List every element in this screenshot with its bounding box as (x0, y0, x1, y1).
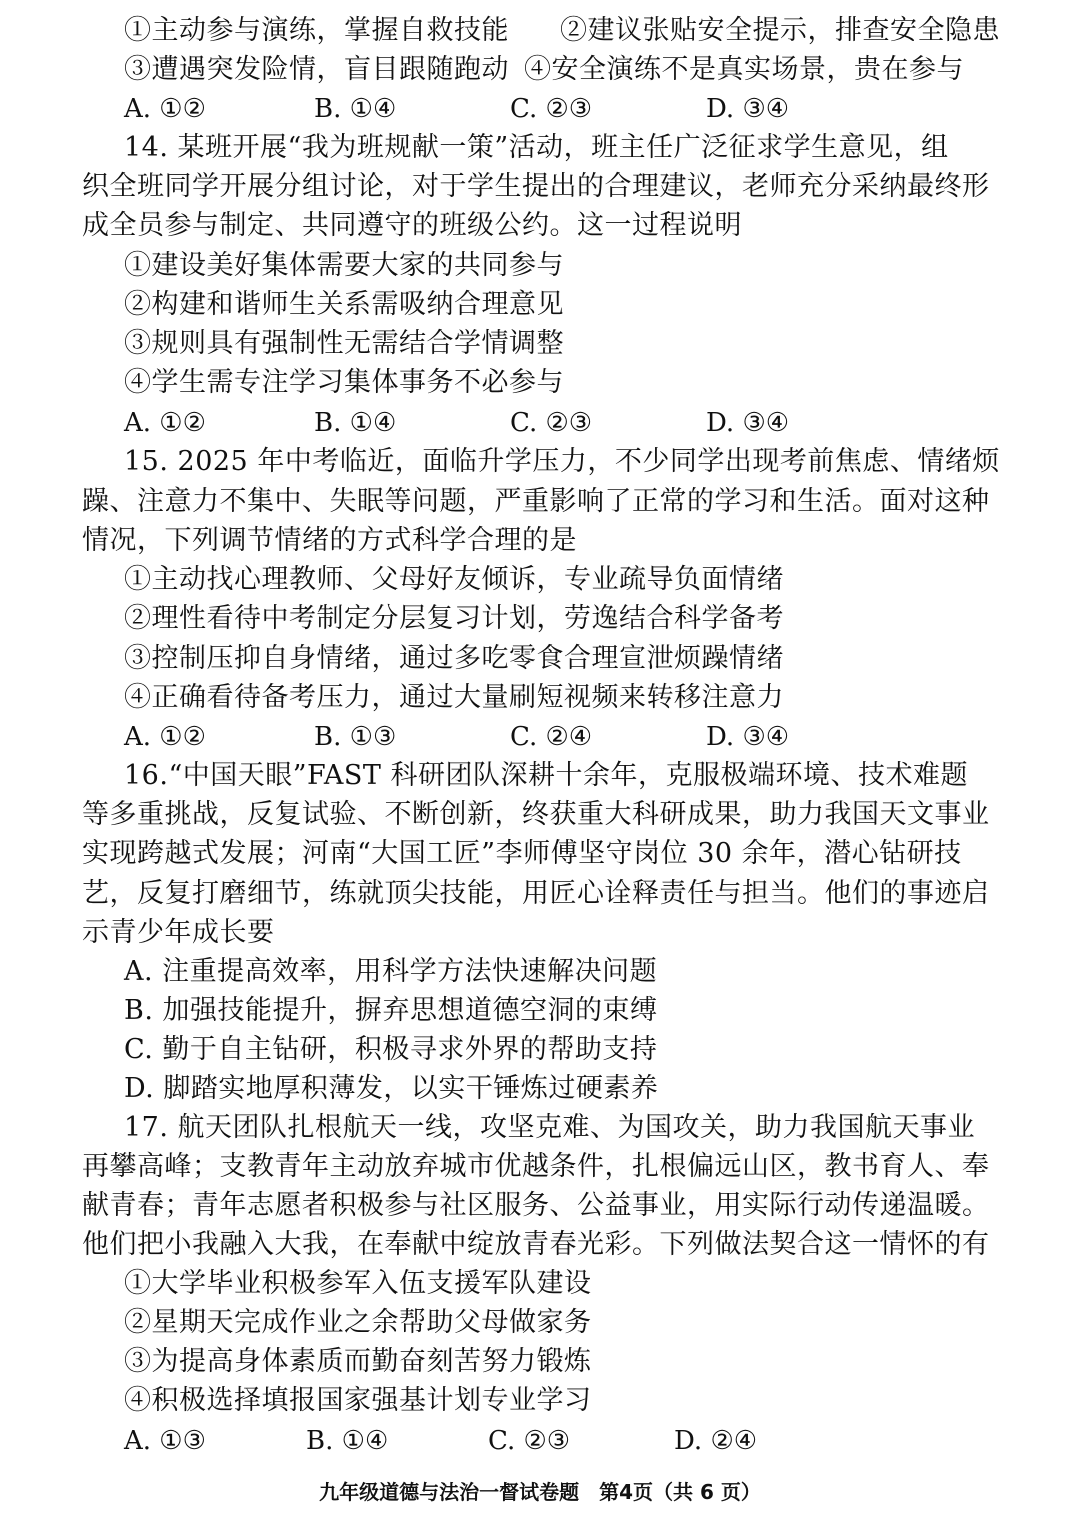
q14-stem-line-1: 14. 某班开展“我为班规献一策”活动，班主任广泛征求学生意见，组 (124, 132, 949, 163)
q15-option-b: B. ①③ (314, 722, 397, 752)
q15-statement-3: ③控制压抑自身情绪，通过多吃零食合理宣泄烦躁情绪 (124, 643, 784, 674)
q16-option-a: A. 注重提高效率，用科学方法快速解决问题 (124, 956, 658, 987)
q16-option-b: B. 加强技能提升，摒弃思想道德空洞的束缚 (124, 995, 658, 1026)
q15-option-a: A. ①② (124, 722, 206, 752)
q13-statement-3: ③遭遇突发险情，盲目跟随跑动 (124, 54, 509, 85)
q15-stem-line-2: 躁、注意力不集中、失眠等问题，严重影响了正常的学习和生活。面对这种 (82, 486, 990, 517)
q17-option-c: C. ②③ (488, 1426, 571, 1456)
q15-option-d: D. ③④ (706, 722, 790, 752)
q15-option-c: C. ②④ (510, 722, 593, 752)
q17-option-a: A. ①③ (124, 1426, 206, 1456)
q13-statement-4: ④安全演练不是真实场景，贵在参与 (524, 54, 964, 85)
q15-stem-line-3: 情况，下列调节情绪的方式科学合理的是 (82, 525, 577, 556)
q14-option-b: B. ①④ (314, 408, 397, 438)
q15-statement-1: ①主动找心理教师、父母好友倾诉，专业疏导负面情绪 (124, 564, 784, 595)
q15-statement-2: ②理性看待中考制定分层复习计划，劳逸结合科学备考 (124, 603, 784, 634)
page-footer: 九年级道德与法治一督试卷题 第4页（共 6 页） (319, 1480, 761, 1504)
q14-statement-3: ③规则具有强制性无需结合学情调整 (124, 328, 564, 359)
q13-option-b: B. ①④ (314, 94, 397, 124)
q14-statement-2: ②构建和谐师生关系需吸纳合理意见 (124, 289, 564, 320)
q14-statement-1: ①建设美好集体需要大家的共同参与 (124, 250, 564, 281)
q16-stem-line-1: 16.“中国天眼”FAST 科研团队深耕十余年，克服极端环境、技术难题 (124, 760, 969, 791)
q14-statement-4: ④学生需专注学习集体事务不必参与 (124, 367, 564, 398)
q16-stem-line-3: 实现跨越式发展；河南“大国工匠”李师傅坚守岗位 30 余年，潜心钻研技 (82, 838, 962, 869)
q16-option-d: D. 脚踏实地厚积薄发，以实干锤炼过硬素养 (124, 1073, 659, 1104)
q14-option-c: C. ②③ (510, 408, 593, 438)
q16-option-c: C. 勤于自主钻研，积极寻求外界的帮助支持 (124, 1034, 658, 1065)
q16-stem-line-5: 示青少年成长要 (82, 917, 275, 948)
q13-statement-2: ②建议张贴安全提示，排查安全隐患 (560, 15, 1000, 46)
q14-option-d: D. ③④ (706, 408, 790, 438)
q13-statement-1: ①主动参与演练，掌握自救技能 (124, 15, 509, 46)
q17-statement-4: ④积极选择填报国家强基计划专业学习 (124, 1385, 592, 1416)
q14-stem-line-3: 成全员参与制定、共同遵守的班级公约。这一过程说明 (82, 210, 742, 241)
q17-stem-line-1: 17. 航天团队扎根航天一线，攻坚克难、为国攻关，助力我国航天事业 (124, 1112, 976, 1143)
q17-stem-line-2: 再攀高峰；支教青年主动放弃城市优越条件，扎根偏远山区，教书育人、奉 (82, 1151, 990, 1182)
q17-statement-1: ①大学毕业积极参军入伍支援军队建设 (124, 1268, 592, 1299)
q14-stem-line-2: 织全班同学开展分组讨论，对于学生提出的合理建议，老师充分采纳最终形 (82, 171, 990, 202)
q17-option-d: D. ②④ (674, 1426, 758, 1456)
q15-stem-line-1: 15. 2025 年中考临近，面临升学压力，不少同学出现考前焦虑、情绪烦 (124, 446, 1000, 477)
q13-option-a: A. ①② (124, 94, 206, 124)
q17-stem-line-4: 他们把小我融入大我，在奉献中绽放青春光彩。下列做法契合这一情怀的有 (82, 1229, 990, 1260)
q13-option-c: C. ②③ (510, 94, 593, 124)
q14-option-a: A. ①② (124, 408, 206, 438)
q15-statement-4: ④正确看待备考压力，通过大量刷短视频来转移注意力 (124, 682, 784, 713)
q17-statement-3: ③为提高身体素质而勤奋刻苦努力锻炼 (124, 1346, 592, 1377)
q17-statement-2: ②星期天完成作业之余帮助父母做家务 (124, 1307, 592, 1338)
q17-option-b: B. ①④ (306, 1426, 389, 1456)
q16-stem-line-2: 等多重挑战，反复试验、不断创新，终获重大科研成果，助力我国天文事业 (82, 799, 990, 830)
q16-stem-line-4: 艺，反复打磨细节，练就顶尖技能，用匠心诠释责任与担当。他们的事迹启 (82, 878, 990, 909)
q17-stem-line-3: 献青春；青年志愿者积极参与社区服务、公益事业，用实际行动传递温暖。 (82, 1190, 990, 1221)
q13-option-d: D. ③④ (706, 94, 790, 124)
